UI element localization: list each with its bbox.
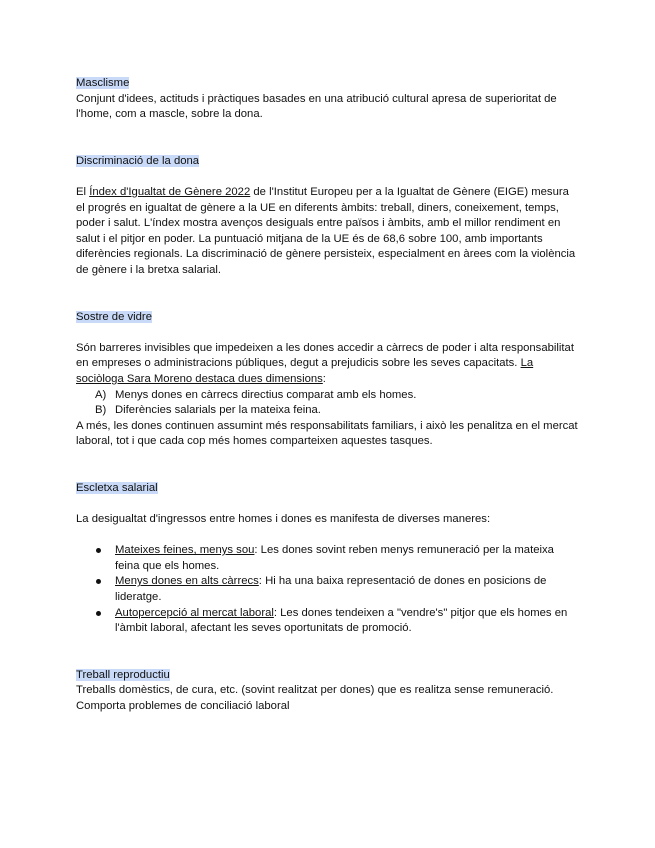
section-masclisme [76,76,580,123]
eige-index-link[interactable]: Índex d'Igualtat de Gènere 2022 [89,185,251,198]
document-body [76,76,580,715]
bullet-title-link[interactable]: Menys dones en alts càrrecs [115,575,259,588]
list-item [76,403,580,419]
section-heading: Treball reproductiu [76,668,170,681]
list-item [76,543,580,574]
section-paragraph: A més, les dones continuen assumint més responsabilitats familiars, i això les penalitza en el mercat laboral, tot i que cada cop més homes comparteixen aquestes tasques. [76,419,578,448]
section-paragraph [76,185,580,279]
section-paragraph: La desigualtat d'ingressos entre homes i dones es manifesta de diverses maneres: [76,513,491,526]
section-treball-reproductiu [76,668,580,715]
section-paragraph: Conjunt d'idees, actituds i pràctiques basades en una atribució cultural apresa de superioritat de l'home, com a mascle, sobre la dona. [76,92,557,121]
list-marker: B) [95,404,107,417]
section-paragraph [76,341,580,388]
paragraph-text: Són barreres invisibles que impedeixen a les dones accedir a càrrecs de poder i alta responsabilitat en empreses o administracions públiques, degut a prejudicis sobre les seves capacitats. [76,341,574,370]
bullet-title-link[interactable]: Autopercepció al mercat laboral [115,606,274,619]
list-item [76,574,580,605]
bullet-icon [96,548,101,553]
section-paragraph: Treballs domèstics, de cura, etc. (sovint realitzat per dones) que es realitza sense remuneració. Comporta problemes de conciliació laboral [76,684,554,712]
section-heading: Sostre de vidre [76,310,152,323]
bullet-icon [96,611,101,616]
list-item-text: : Les dones tendeixen a "vendre's" pitjor que els homes en l'àmbit laboral, afectant les seves oportunitats de promoció. [115,606,568,635]
list-marker: A) [95,388,107,401]
sara-moreno-link[interactable]: La sociòloga Sara Moreno destaca dues dimensions [76,357,534,385]
bullet-icon [96,579,101,584]
paragraph-text: de l'Institut Europeu per a la Igualtat de Gènere (EIGE) mesura el progrés en igualtat de gènere a la UE en diferents àmbits: treball, diners, coneixement, temps, poder i salut. L'índex mostra avenços desiguals entre països i àmbits, amb el millor rendiment en salut i el pitjor en poder. La puntuació mitjana de la UE és de 68,6 sobre 100, amb importants diferències regionals. La discriminació de gènere persisteix, especialment en àrees com la violència de gènere i la bretxa salarial. [76,185,576,276]
paragraph-text: : [322,372,326,385]
section-discriminacio [76,154,580,279]
list-item-text: Menys dones en càrrecs directius comparat amb els homes. [115,388,417,401]
list-item-text: : Les dones sovint reben menys remuneració per la mateixa feina que els homes. [115,544,554,572]
section-escletxa-salarial [76,481,580,637]
list-item [76,606,580,637]
section-heading: Masclisme [76,77,130,89]
list-item-text: : Hi ha una baixa representació de dones en posicions de lideratge. [115,575,547,604]
section-heading: Escletxa salarial [76,481,158,494]
lettered-list [76,388,580,419]
list-item [76,388,580,404]
paragraph-text: El [76,185,90,198]
bullet-list [76,543,580,637]
section-sostre-de-vidre [76,310,580,450]
list-item-text: Diferències salarials per la mateixa feina. [115,404,321,417]
bullet-title-link[interactable]: Mateixes feines, menys sou [115,544,255,557]
section-heading: Discriminació de la dona [76,154,200,167]
